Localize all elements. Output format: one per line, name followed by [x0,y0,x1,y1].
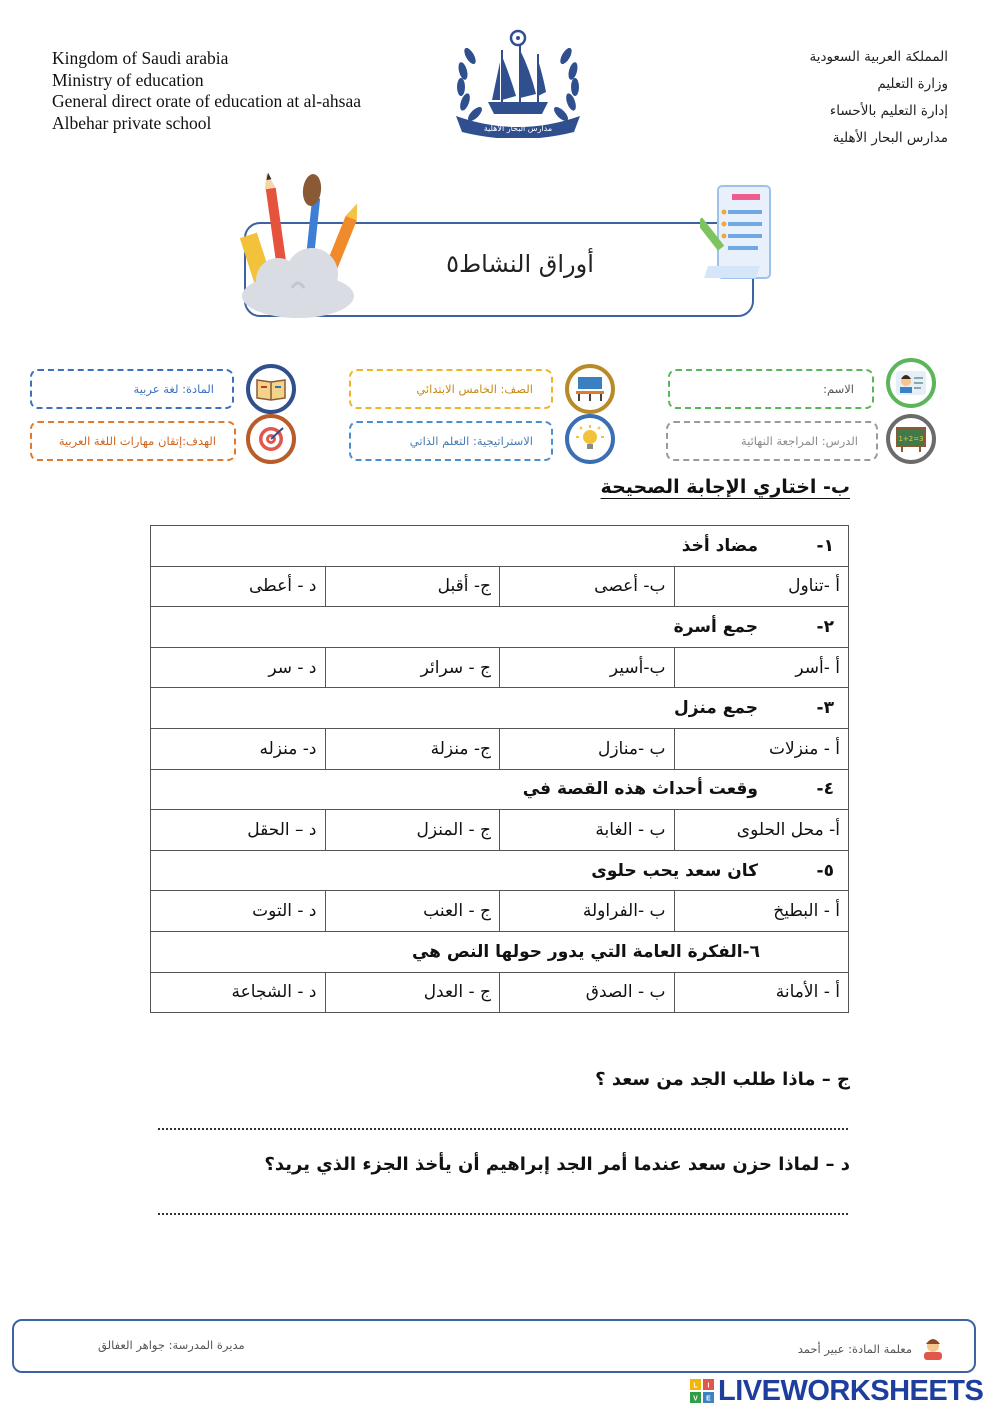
options-row [151,647,849,688]
question-cell [151,931,849,972]
strategy-box [349,421,553,461]
svg-text:I: I [707,1382,710,1390]
svg-text:1+2=3: 1+2=3 [898,435,924,443]
answer-option[interactable]: ج - سرائر [325,647,500,688]
answer-option[interactable]: د – الحقل [151,810,326,851]
answer-option[interactable]: ج - المنزل [325,810,500,851]
question-cell [151,769,849,810]
answer-option[interactable]: ج- منزلة [325,728,500,769]
answer-option[interactable]: د- منزله [151,728,326,769]
question-row [151,688,849,729]
question-number: ٥- [816,860,834,881]
question-text: ٦-الفكرة العامة التي يدور حولها النص هي [411,941,760,962]
answer-option[interactable]: د - الشجاعة [151,972,326,1013]
lesson-box [666,421,878,461]
subject-box [30,369,234,409]
answer-option[interactable]: أ - الأمانة [674,972,849,1013]
book-icon [246,364,296,414]
header-ar-line: وزارة التعليم [877,76,948,92]
liveworksheets-logo-icon [690,1379,714,1403]
answer-option[interactable]: د - التوت [151,891,326,932]
header-ar-line: إدارة التعليم بالأحساء [829,103,948,119]
question-number: ٤- [816,779,834,800]
header-en-line: General direct orate of education at al-ahsaa [52,91,361,111]
school-logo [448,26,588,138]
question-cell [151,850,849,891]
checklist-illustration [700,182,776,282]
question-text: وقعت أحداث هذه القصة في [522,779,758,800]
header-ar-line: المملكة العربية السعودية [809,49,948,65]
answer-option[interactable]: ج - العدل [325,972,500,1013]
answer-option[interactable]: د - أعطى [151,566,326,607]
question-number: ٢- [816,616,834,637]
answer-option[interactable]: أ - البطيخ [674,891,849,932]
answer-option[interactable]: أ -أسر [674,647,849,688]
svg-text:L: L [693,1382,698,1390]
question-text: جمع منزل [674,698,758,719]
question-row [151,850,849,891]
question-d: د – لماذا حزن سعد عندما أمر الجد إبراهيم أن يأخذ الجزء الذي يريد؟ [264,1154,850,1175]
answer-line-d[interactable] [158,1213,848,1215]
liveworksheets-watermark [690,1376,983,1406]
options-row [151,972,849,1013]
answer-option[interactable]: ب- أعصى [500,566,675,607]
question-row [151,607,849,648]
stationery-illustration [238,168,362,320]
question-cell [151,526,849,567]
header-ar-line: مدارس البحار الأهلية [832,130,948,146]
answer-option[interactable]: ب - الصدق [500,972,675,1013]
options-row [151,728,849,769]
answer-option[interactable]: ج- أقبل [325,566,500,607]
question-number: ١- [816,535,834,556]
header-arabic [648,44,948,152]
section-b-heading: ب- اختاري الإجابة الصحيحة [600,476,850,498]
question-row [151,769,849,810]
answer-option[interactable]: ب -الفراولة [500,891,675,932]
lightbulb-icon [565,414,615,464]
svg-text:V: V [693,1395,698,1403]
answer-option[interactable]: ب-أسير [500,647,675,688]
lesson-label: الدرس: المراجعة النهائية [740,434,858,448]
options-row [151,810,849,851]
watermark-text: LIVEWORKSHEETS [718,1374,984,1407]
page-title: أوراق النشاط٥ [446,250,594,278]
name-field[interactable] [668,369,874,409]
question-text: جمع أسرة [673,616,758,637]
goal-label: الهدف:إتقان مهارات اللغة العربية [58,434,216,448]
logo-caption: مدارس البحار الأهلية [483,124,553,133]
grade-box [349,369,553,409]
teacher-icon [918,1338,948,1360]
answer-line-c[interactable] [158,1128,848,1130]
teacher-name: معلمة المادة: عبير أحمد [797,1342,912,1356]
header-en-line: Albehar private school [52,112,212,133]
answer-option[interactable]: أ - منزلات [674,728,849,769]
answer-option[interactable]: أ -تناول [674,566,849,607]
target-icon [246,414,296,464]
answer-option[interactable]: أ- محل الحلوى [674,810,849,851]
options-row [151,566,849,607]
header-en-line: Ministry of education [52,69,204,90]
student-icon [886,358,936,408]
svg-text:E: E [706,1395,711,1403]
answer-option[interactable]: د - سر [151,647,326,688]
strategy-label: الاستراتيجية: التعلم الذاتي [409,434,533,448]
principal-label: مديرة المدرسة: جواهر العفالق [98,1338,245,1352]
question-row [151,931,849,972]
question-cell [151,688,849,729]
question-number: ٣- [816,698,834,719]
classroom-icon [565,364,615,414]
answer-option[interactable]: ج - العنب [325,891,500,932]
question-text: مضاد أخذ [681,535,758,556]
question-text: كان سعد يحب حلوى [591,860,758,881]
header-en-line: Kingdom of Saudi arabia [52,48,229,68]
subject-label: المادة: لغة عربية [133,382,214,396]
question-c: ج – ماذا طلب الجد من سعد ؟ [595,1069,850,1090]
question-row [151,526,849,567]
grade-label: الصف: الخامس الابتدائي [416,382,533,396]
question-cell [151,607,849,648]
options-row [151,891,849,932]
teacher-label [798,1342,912,1356]
answer-option[interactable]: ب -منازل [500,728,675,769]
header-english [52,48,432,134]
answer-option[interactable]: ب - الغابة [500,810,675,851]
mcq-table [150,525,849,1013]
name-label: الاسم: [823,382,854,396]
goal-box [30,421,236,461]
blackboard-icon [886,414,936,464]
